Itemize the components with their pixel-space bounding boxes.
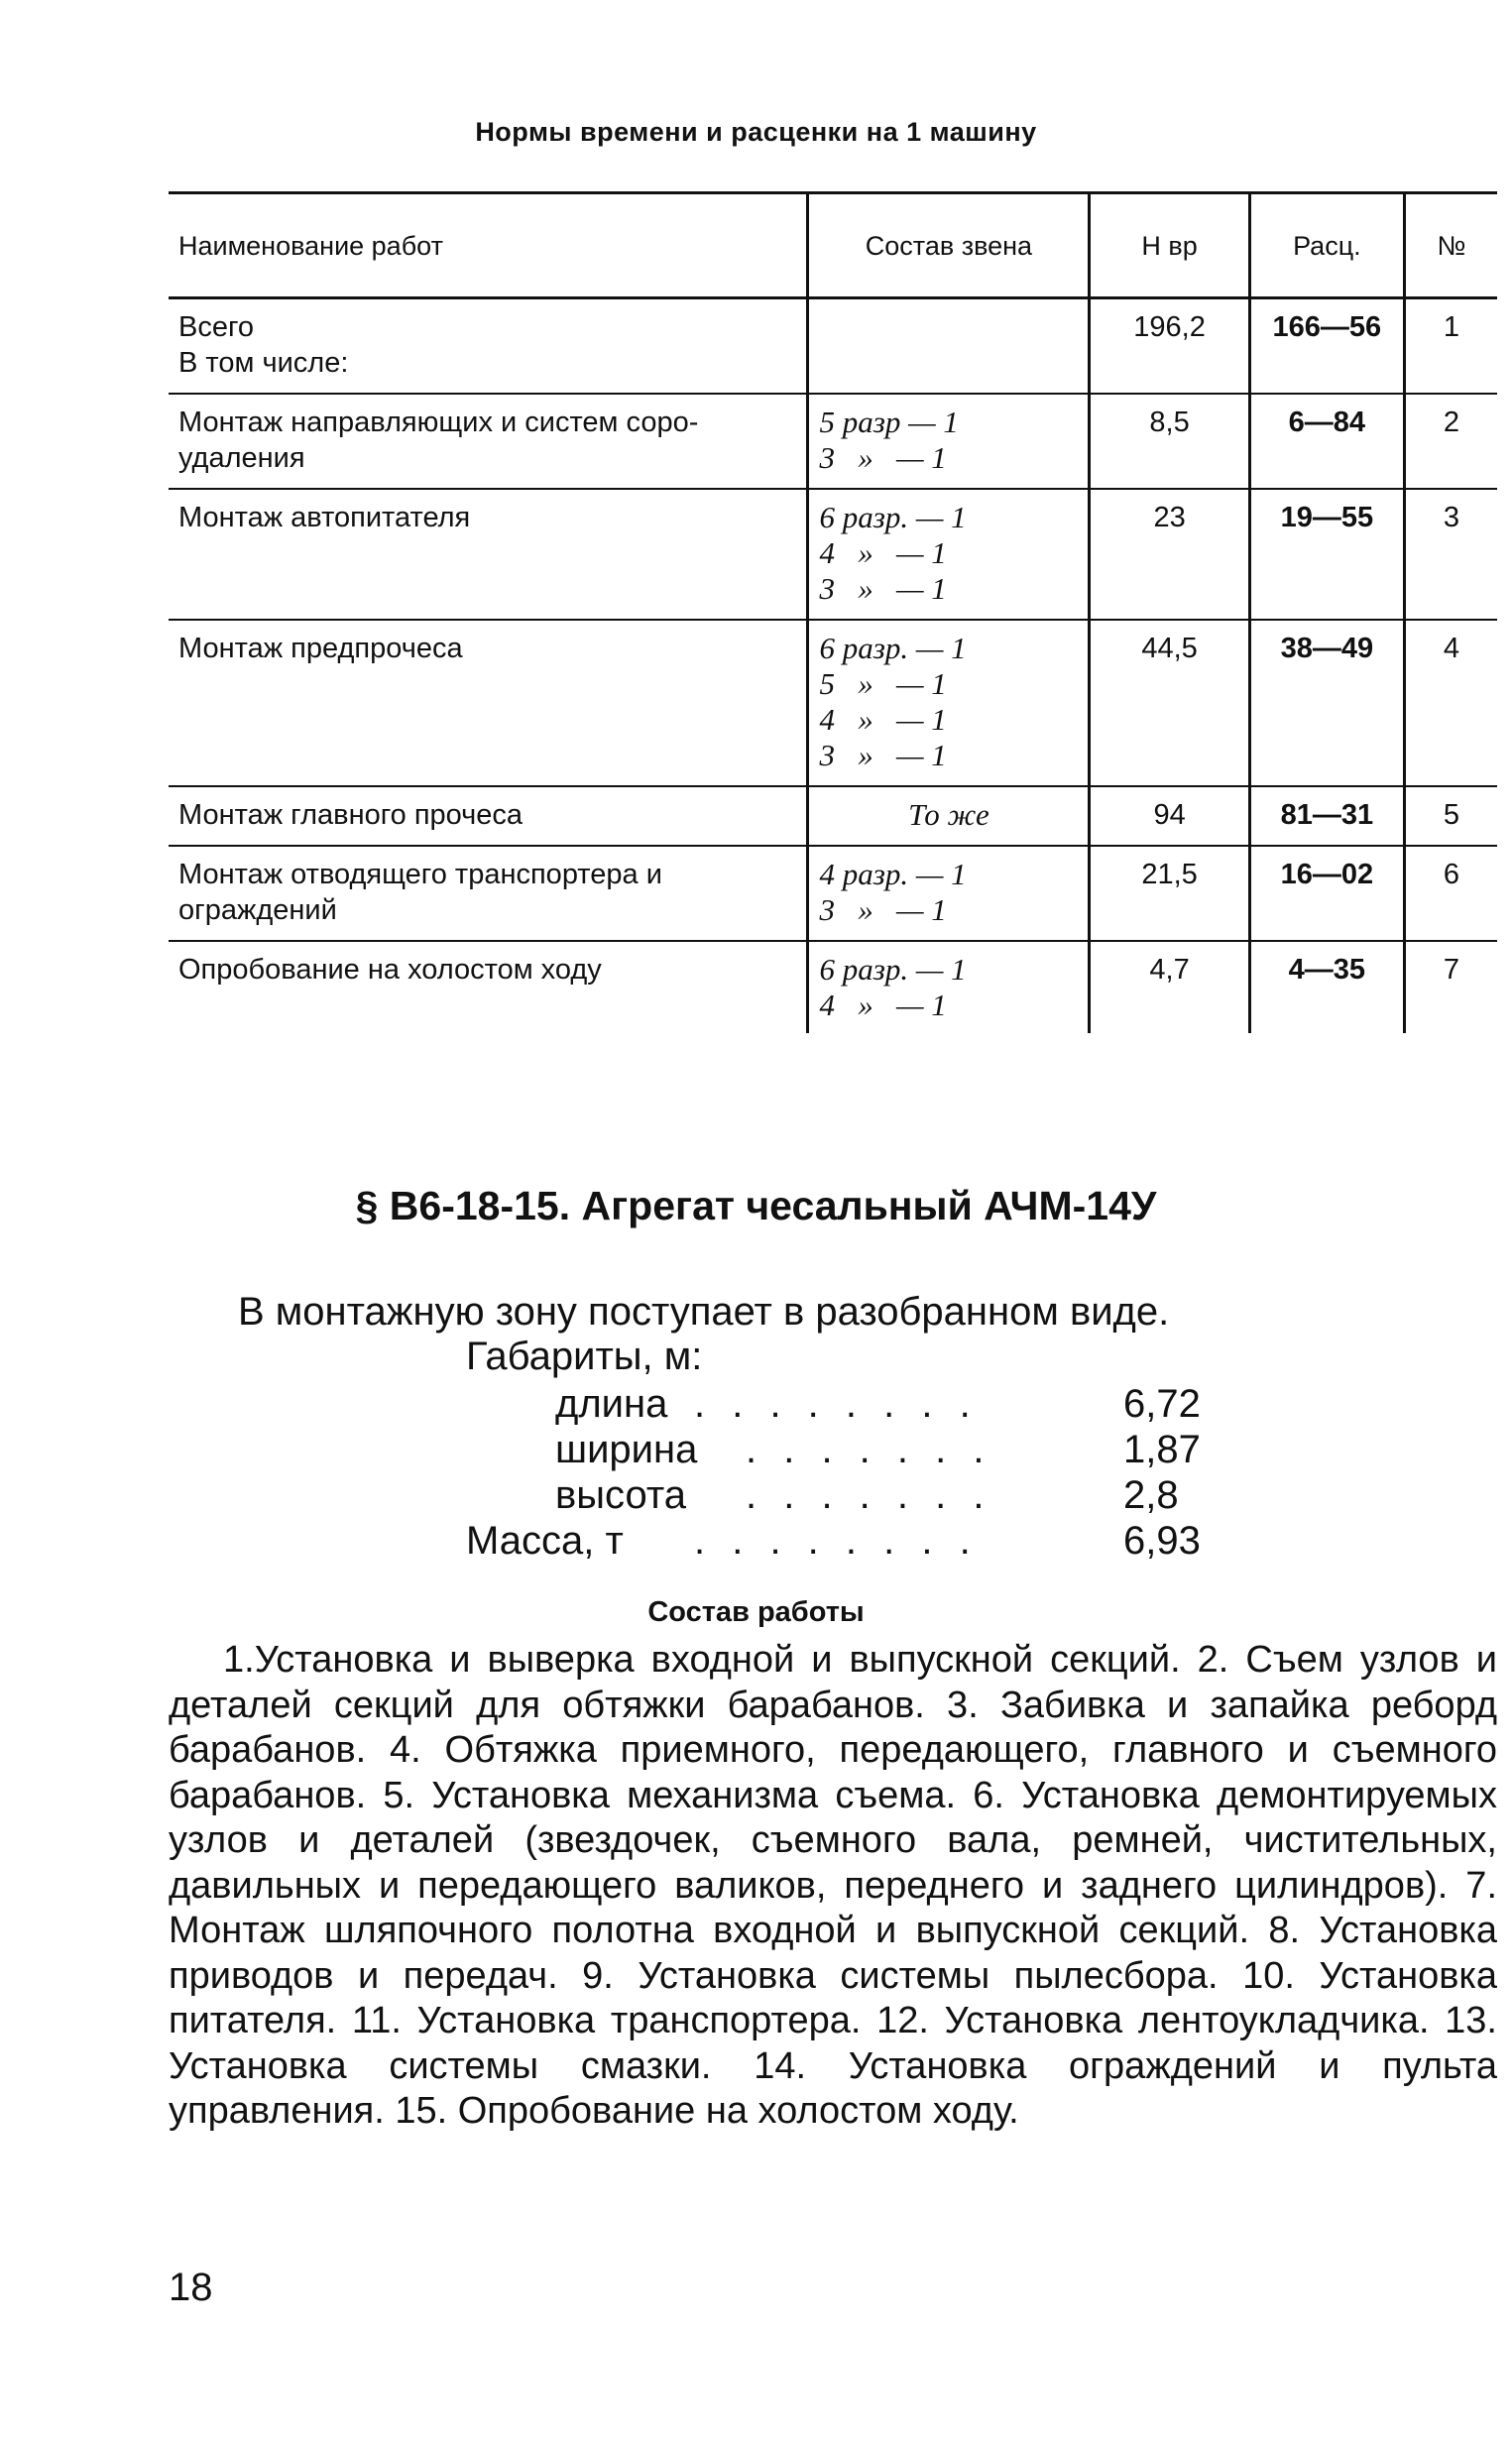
header-name: Наименование работ: [169, 193, 808, 298]
row-no: 7: [1405, 941, 1498, 1033]
crew-line: 3 » — 1: [819, 892, 947, 927]
row-crew: [808, 941, 1090, 1033]
row-name-line: Монтаж направляющих и систем соро-: [178, 407, 699, 438]
row-name: [169, 941, 808, 1033]
table-header-row: [169, 193, 1497, 298]
page-title: Нормы времени и расценки на 1 машину: [475, 117, 1037, 147]
row-name-line: Всего: [178, 311, 255, 343]
crew-line: 3 » — 1: [819, 738, 947, 772]
row-hvr: 196,2: [1090, 298, 1249, 395]
dimension-value: 1,87: [1123, 1428, 1201, 1471]
header-crew: Состав звена: [808, 193, 1090, 298]
dimension-leader: . . . . . . . .: [694, 1382, 979, 1426]
row-crew: [808, 786, 1090, 846]
table-row: [169, 620, 1497, 786]
row-crew: [808, 489, 1090, 620]
row-name-line: Монтаж отводящего транспортера и: [178, 859, 662, 890]
intro-text: В монтажную зону поступает в разобранном виде.: [238, 1290, 1170, 1334]
crew-line: 4 » — 1: [819, 988, 947, 1022]
header-rate: Расц.: [1249, 193, 1404, 298]
crew-line: 6 разр. — 1: [819, 952, 967, 987]
norms-table: [169, 191, 1497, 1033]
row-name-line: ограждений: [178, 894, 337, 926]
row-hvr: 94: [1090, 786, 1249, 846]
table-row: [169, 298, 1497, 395]
table-row: [169, 786, 1497, 846]
crew-line: 4 разр. — 1: [819, 857, 967, 891]
dimension-label: длина: [555, 1382, 668, 1426]
crew-line: 4 » — 1: [819, 702, 947, 737]
header-no: №: [1405, 193, 1498, 298]
row-rate: 4—35: [1249, 941, 1404, 1033]
row-rate: 38—49: [1249, 620, 1404, 786]
section-heading: § В6-18-15. Агрегат чесальный АЧМ-14У: [355, 1183, 1157, 1228]
crew-line: 6 разр. — 1: [819, 631, 967, 665]
dimension-label: ширина: [555, 1428, 698, 1471]
row-name: [169, 298, 808, 395]
crew-line: 5 разр — 1: [819, 405, 959, 439]
row-no: 1: [1405, 298, 1498, 395]
dimension-value: 6,72: [1123, 1382, 1201, 1426]
row-name: [169, 394, 808, 489]
row-crew: [808, 846, 1090, 941]
work-heading: Состав работы: [647, 1596, 865, 1628]
row-name-line: удаления: [178, 442, 305, 474]
crew-line: 5 » — 1: [819, 666, 947, 701]
crew-line: 3 » — 1: [819, 571, 947, 606]
row-no: 2: [1405, 394, 1498, 489]
row-hvr: 23: [1090, 489, 1249, 620]
row-no: 6: [1405, 846, 1498, 941]
crew-line: 4 » — 1: [819, 535, 947, 570]
header-hvr: Н вр: [1090, 193, 1249, 298]
row-crew: [808, 620, 1090, 786]
work-text: 1.Установка и выверка входной и выпускной секций. 2. Съем узлов и деталей секций для обтяжки барабанов. 3. Забивка и запайка реборд барабанов. 4. Обтяжка приемного, передающего, главного и съемного барабанов. 5. Установка механизма съема. 6. Установка демонтируемых узлов и деталей (звездочек, съемного вала, ремней, чистительных, давильных и передающего валиков, переднего и заднего цилиндров). 7. Монтаж шляпочного полотна входной и выпускной секций. 8. Установка приводов и передач. 9. Установка системы пылесбора. 10. Установка питателя. 11. Установка транспортера. 12. Установка лентоукладчика. 13. Установка системы смазки. 14. Установка ограждений и пульта управления. 15. Опробование на холостом ходу.: [169, 1639, 1497, 2132]
table-row: [169, 489, 1497, 620]
row-hvr: 4,7: [1090, 941, 1249, 1033]
row-crew: [808, 298, 1090, 395]
dimension-label: высота: [555, 1473, 686, 1517]
dimension-leader: . . . . . . .: [746, 1428, 992, 1471]
mass-label: Масса, т: [466, 1519, 624, 1563]
row-name-line: Монтаж предпрочеса: [178, 633, 463, 664]
table-row: [169, 941, 1497, 1033]
row-name: [169, 786, 808, 846]
table-row: [169, 394, 1497, 489]
row-name: [169, 489, 808, 620]
row-name-line: В том числе:: [178, 347, 349, 379]
row-no: 5: [1405, 786, 1498, 846]
table-row: [169, 846, 1497, 941]
page-number: 18: [169, 2266, 213, 2309]
row-hvr: 44,5: [1090, 620, 1249, 786]
row-name-line: Монтаж автопитателя: [178, 502, 471, 533]
mass-leader: . . . . . . . .: [694, 1519, 979, 1563]
row-name-line: Монтаж главного прочеса: [178, 799, 523, 831]
row-crew: [808, 394, 1090, 489]
mass-value: 6,93: [1123, 1519, 1201, 1563]
row-name-line: Опробование на холостом ходу: [178, 954, 602, 986]
row-rate: 81—31: [1249, 786, 1404, 846]
crew-line: 6 разр. — 1: [819, 500, 967, 534]
row-rate: 166—56: [1249, 298, 1404, 395]
crew-line: 3 » — 1: [819, 440, 947, 475]
row-name: [169, 620, 808, 786]
row-name: [169, 846, 808, 941]
row-hvr: 21,5: [1090, 846, 1249, 941]
dimensions-title: Габариты, м:: [466, 1335, 703, 1378]
dimension-value: 2,8: [1123, 1473, 1179, 1517]
row-no: 4: [1405, 620, 1498, 786]
row-hvr: 8,5: [1090, 394, 1249, 489]
row-no: 3: [1405, 489, 1498, 620]
row-rate: 16—02: [1249, 846, 1404, 941]
dimension-leader: . . . . . . .: [746, 1473, 992, 1517]
crew-same-as-above: То же: [908, 797, 989, 832]
row-rate: 19—55: [1249, 489, 1404, 620]
row-rate: 6—84: [1249, 394, 1404, 489]
